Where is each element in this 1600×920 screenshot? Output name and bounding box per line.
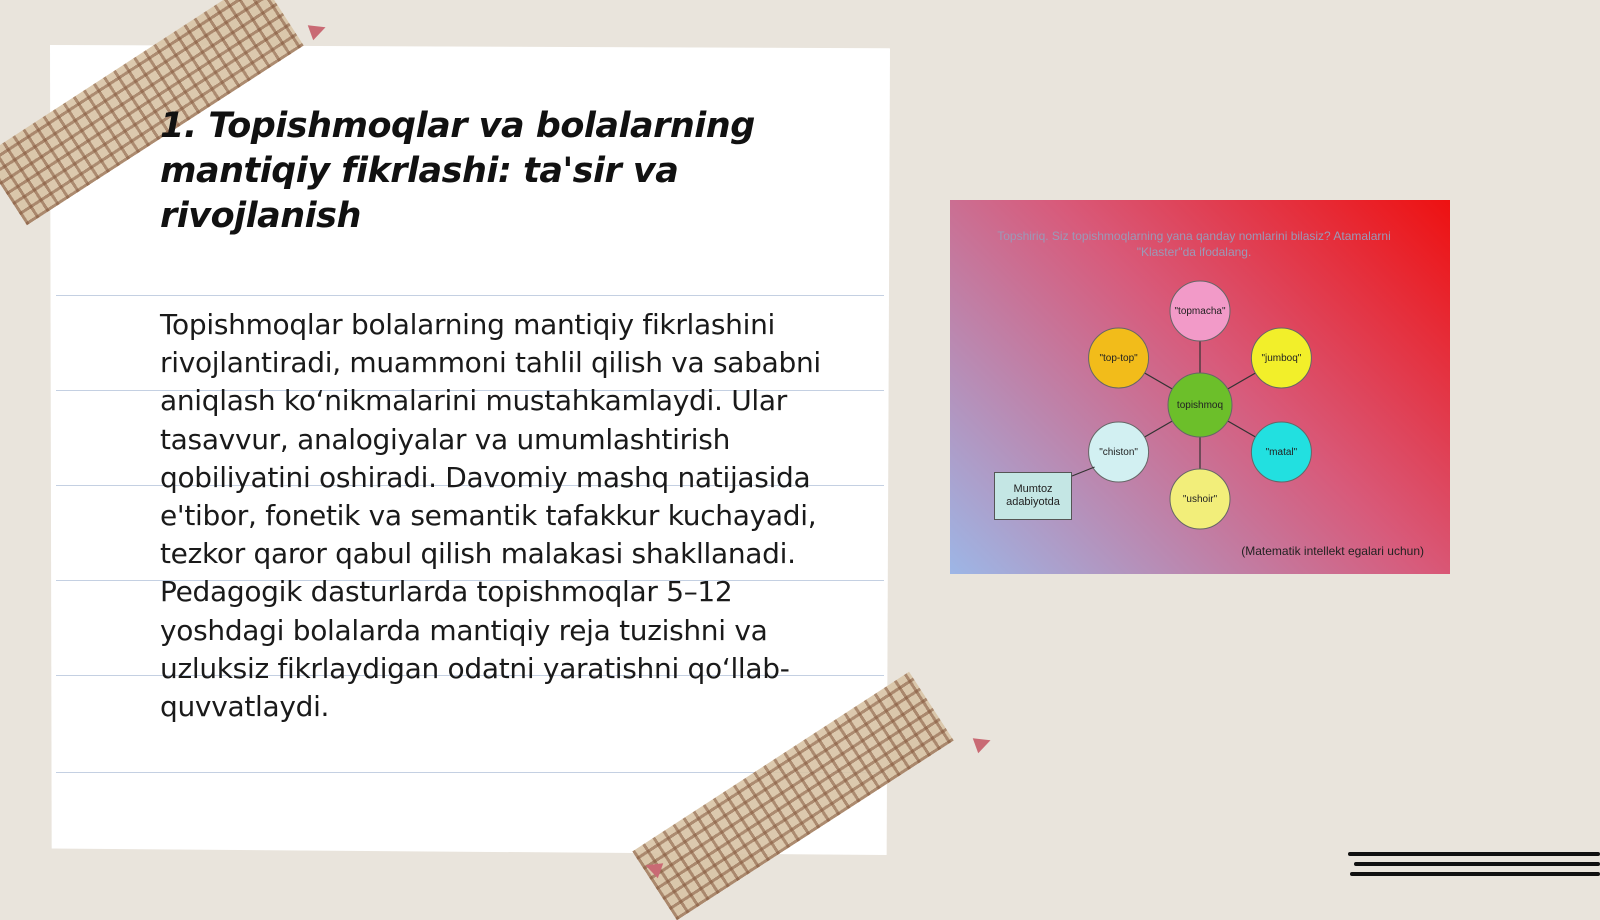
figure-caption: Topshiriq. Siz topishmoqlarning yana qanday nomlarini bilasiz? Atamalarni "Klaster"da ifodalang. [997,229,1391,259]
paper-rule [56,295,884,296]
scroll-label-box: Mumtoz adabiyotda [994,472,1072,520]
cluster-node-label: "ushoir" [1182,494,1218,505]
decorative-lines [1348,848,1600,888]
cluster-node-label: "topmacha" [1174,306,1226,317]
arrow-line [1072,467,1095,476]
tape-tip [308,20,329,41]
cluster-node-label: "matal" [1265,447,1298,458]
figure-footer: (Matematik intellekt egalari uchun) [1241,544,1424,558]
slide-title[interactable]: 1. Topishmoqlar va bolalarning mantiqiy fikrlashi: ta'sir va rivojlanish [160,106,755,236]
cluster-diagram-image[interactable] [950,200,1450,574]
tape-tip [973,733,994,754]
cluster-node-label: "chiston" [1099,447,1138,458]
slide-body-text[interactable]: Topishmoqlar bolalarning mantiqiy fikrlashini rivojlantiradi, muammoni tahlil qilish va sababni aniqlash ko‘nikmalarini mustahkamlaydi. Ular tasavvur, analogiyalar va umumlashtirish qobiliyatini oshiradi. Davomiy mashq natijasida e'tibor, fonetik va semantik tafakkur kuchayadi, tezkor qaror qabul qilish malakasi shakllanadi. Pedagogik dasturlarda topishmoqlar 5–12 yoshdagi bolalarda mantiqiy reja tuzishni va uzluksiz fikrlaydigan odatni yaratishni qo‘llab-quvvatlaydi. [160,308,821,724]
cluster-node-label: "top-top" [1099,353,1138,364]
cluster-node-label: "jumboq" [1261,353,1302,364]
cluster-center-label: topishmoq [1176,400,1224,411]
